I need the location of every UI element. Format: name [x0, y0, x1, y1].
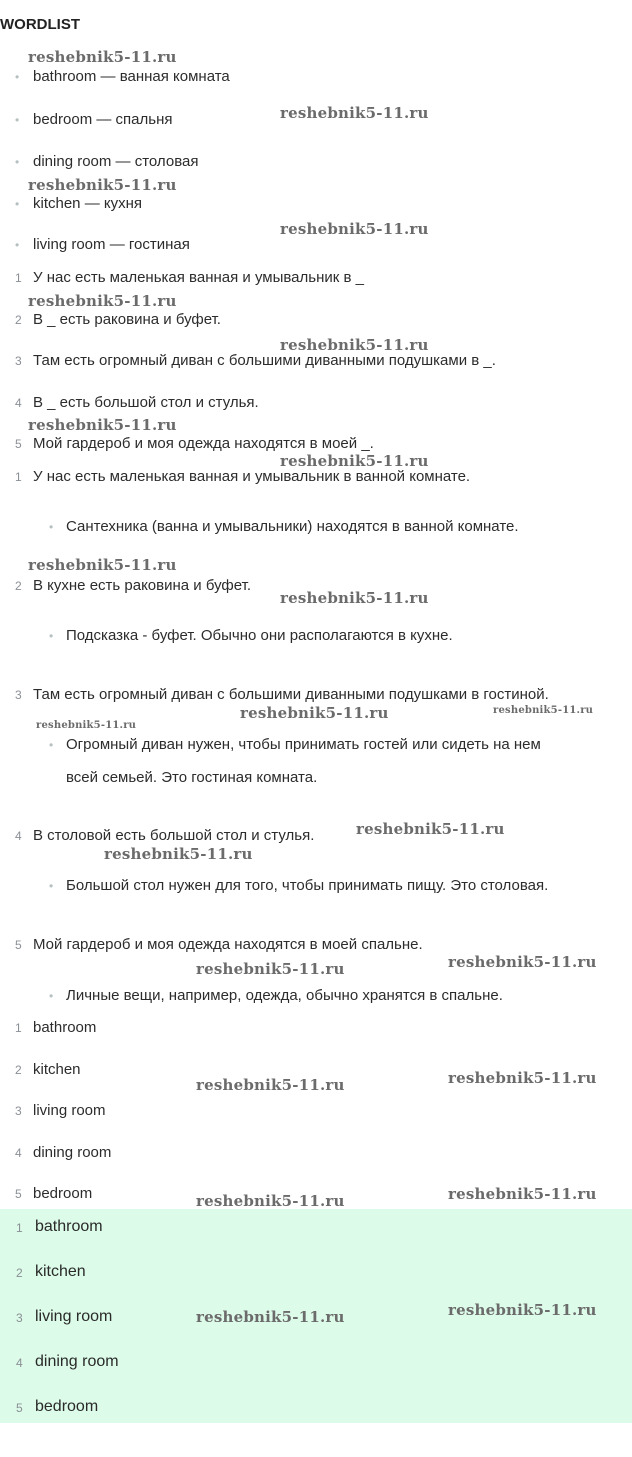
answer-sentence: Мой гардероб и моя одежда находятся в моей спальне.	[33, 936, 423, 953]
highlighted-list-item: kitchen	[35, 1263, 86, 1280]
watermark: reshebnik5-11.ru	[448, 1185, 597, 1203]
watermark: reshebnik5-11.ru	[493, 705, 594, 716]
item-number: 2	[15, 1063, 22, 1077]
item-number: 4	[15, 829, 22, 843]
item-number: 2	[15, 313, 22, 327]
answer-sentence: Там есть огромный диван с большими диванными подушками в гостиной.	[33, 686, 549, 703]
list-item: kitchen	[33, 1061, 81, 1078]
watermark: reshebnik5-11.ru	[448, 953, 597, 971]
watermark: reshebnik5-11.ru	[448, 1301, 597, 1319]
watermark: reshebnik5-11.ru	[104, 845, 253, 863]
item-number: 4	[15, 1146, 22, 1160]
watermark: reshebnik5-11.ru	[196, 1308, 345, 1326]
item-number: 3	[15, 1104, 22, 1118]
gap-sentence: В _ есть большой стол и стулья.	[33, 394, 259, 411]
bullet: •	[15, 238, 20, 252]
watermark: reshebnik5-11.ru	[280, 452, 429, 470]
gap-sentence: В _ есть раковина и буфет.	[33, 311, 221, 328]
watermark: reshebnik5-11.ru	[28, 416, 177, 434]
watermark: reshebnik5-11.ru	[28, 292, 177, 310]
answer-sentence: В кухне есть раковина и буфет.	[33, 577, 251, 594]
wordlist-item: bathroom — ванная комната	[33, 68, 230, 85]
answer-hint: Большой стол нужен для того, чтобы принимать пищу. Это столовая.	[66, 877, 549, 894]
item-number: 2	[15, 579, 22, 593]
bullet: •	[49, 738, 54, 752]
bullet: •	[49, 879, 54, 893]
item-number: 2	[16, 1266, 23, 1280]
watermark: reshebnik5-11.ru	[280, 336, 429, 354]
bullet: •	[15, 197, 20, 211]
list-item: bathroom	[33, 1019, 97, 1036]
item-number: 1	[16, 1221, 23, 1235]
watermark: reshebnik5-11.ru	[448, 1069, 597, 1087]
bullet: •	[49, 520, 54, 534]
item-number: 3	[15, 688, 22, 702]
page-title: WORDLIST	[0, 16, 80, 33]
wordlist-item: living room — гостиная	[33, 236, 190, 253]
item-number: 1	[15, 470, 22, 484]
list-item: dining room	[33, 1144, 112, 1161]
item-number: 3	[15, 354, 22, 368]
watermark: reshebnik5-11.ru	[28, 176, 177, 194]
watermark: reshebnik5-11.ru	[196, 1076, 345, 1094]
watermark: reshebnik5-11.ru	[28, 48, 177, 66]
highlighted-list-item: bedroom	[35, 1398, 99, 1415]
gap-sentence: Там есть огромный диван с большими диванными подушками в _.	[33, 352, 496, 369]
item-number: 1	[15, 271, 22, 285]
watermark: reshebnik5-11.ru	[36, 720, 137, 731]
item-number: 4	[16, 1356, 23, 1370]
watermark: reshebnik5-11.ru	[280, 589, 429, 607]
item-number: 1	[15, 1021, 22, 1035]
answer-sentence: В столовой есть большой стол и стулья.	[33, 827, 315, 844]
item-number: 5	[16, 1401, 23, 1415]
highlighted-list-item: bathroom	[35, 1218, 103, 1235]
item-number: 4	[15, 396, 22, 410]
watermark: reshebnik5-11.ru	[280, 104, 429, 122]
wordlist-item: kitchen — кухня	[33, 195, 142, 212]
watermark: reshebnik5-11.ru	[240, 704, 389, 722]
answer-hint: Огромный диван нужен, чтобы принимать гостей или сидеть на нем	[66, 736, 541, 753]
item-number: 5	[15, 1187, 22, 1201]
bullet: •	[15, 155, 20, 169]
bullet: •	[15, 113, 20, 127]
watermark: reshebnik5-11.ru	[280, 220, 429, 238]
item-number: 5	[15, 437, 22, 451]
item-number: 3	[16, 1311, 23, 1325]
answer-sentence: У нас есть маленькая ванная и умывальник в ванной комнате.	[33, 468, 471, 485]
answer-hint: Сантехника (ванна и умывальники) находятся в ванной комнате.	[66, 518, 519, 535]
list-item: living room	[33, 1102, 106, 1119]
item-number: 5	[15, 938, 22, 952]
watermark: reshebnik5-11.ru	[196, 1192, 345, 1210]
answer-hint: Личные вещи, например, одежда, обычно хранятся в спальне.	[66, 987, 503, 1004]
answer-hint: Подсказка - буфет. Обычно они располагаются в кухне.	[66, 627, 453, 644]
bullet: •	[49, 629, 54, 643]
wordlist-item: dining room — столовая	[33, 153, 199, 170]
bullet: •	[15, 70, 20, 84]
bullet: •	[49, 989, 54, 1003]
wordlist-item: bedroom — спальня	[33, 111, 173, 128]
highlighted-list-item: living room	[35, 1308, 113, 1325]
watermark: reshebnik5-11.ru	[356, 820, 505, 838]
watermark: reshebnik5-11.ru	[196, 960, 345, 978]
list-item: bedroom	[33, 1185, 93, 1202]
watermark: reshebnik5-11.ru	[28, 556, 177, 574]
gap-sentence: У нас есть маленькая ванная и умывальник в _	[33, 269, 364, 286]
answer-hint-continued: всей семьей. Это гостиная комната.	[66, 769, 318, 786]
gap-sentence: Мой гардероб и моя одежда находятся в моей _.	[33, 435, 374, 452]
highlighted-list-item: dining room	[35, 1353, 119, 1370]
